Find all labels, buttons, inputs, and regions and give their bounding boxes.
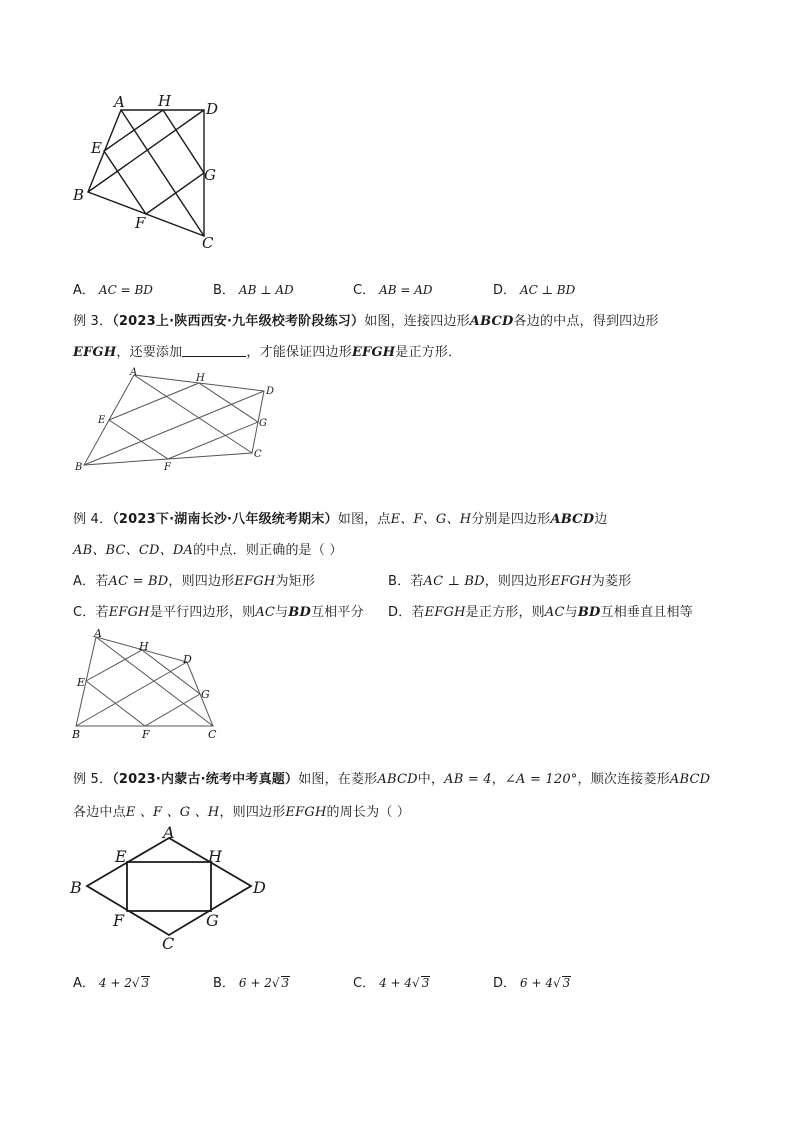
example5-line1: 例 5．（2023·内蒙古·统考中考真题）如图，在菱形ABCD中，AB = 4，∠A = 120°，顺次连接菱形ABCD	[73, 772, 711, 787]
diagonal-ac-2	[134, 375, 252, 453]
label-C: C	[162, 934, 175, 952]
example4-option-a[interactable]: A．若AC = BD，则四边形EFGH为矩形	[73, 574, 316, 589]
q5-option-d[interactable]: D． 6 + 4√ 3	[493, 976, 571, 991]
label-A: A	[114, 93, 125, 111]
label-A: A	[130, 367, 138, 378]
label-C: C	[202, 234, 214, 252]
label-B: B	[70, 878, 82, 897]
label-A: A	[163, 823, 175, 842]
diagonal-ac-1	[121, 110, 204, 236]
label-B: B	[72, 728, 81, 740]
figure-rhombus	[65, 822, 275, 952]
label-H: H	[158, 92, 172, 110]
example4-line2: AB、BC、CD、DA的中点．则正确的是（ ）	[73, 543, 343, 558]
example4-option-d[interactable]: D．若EFGH是正方形，则AC与BD互相垂直且相等	[388, 605, 693, 620]
quad-abcd-2	[84, 375, 264, 465]
quad-efgh-2	[109, 383, 258, 459]
label-E: E	[115, 847, 127, 866]
example4-option-b[interactable]: B．若AC ⊥ BD，则四边形EFGH为菱形	[388, 574, 632, 589]
q2-option-d[interactable]: D． AC ⊥ BD	[493, 283, 576, 298]
label-D: D	[253, 878, 266, 897]
label-H: H	[196, 373, 205, 384]
label-F: F	[142, 728, 150, 740]
label-E: E	[77, 676, 86, 689]
q5-option-b[interactable]: B． 6 + 2√ 3	[213, 976, 290, 991]
label-C: C	[208, 728, 217, 740]
label-E: E	[98, 415, 106, 426]
figure-quadrilateral-3	[65, 620, 230, 740]
example4-line1: 例 4．（2023下·湖南长沙·八年级统考期末）如图，点E、F、G、H分别是四边形ABCD边	[73, 512, 608, 527]
q5-option-a[interactable]: A． 4 + 2√ 3	[73, 976, 150, 991]
label-B: B	[73, 186, 85, 204]
q2-option-a[interactable]: A． AC = BD	[73, 283, 153, 298]
label-G: G	[201, 688, 210, 701]
label-B: B	[75, 462, 83, 473]
label-F: F	[135, 214, 146, 232]
label-F: F	[113, 911, 125, 930]
example3-line2: EFGH，还要添加 ，才能保证四边形EFGH是正方形．	[73, 345, 462, 360]
label-H: H	[208, 847, 222, 866]
example5-line2: 各边中点E 、F 、G 、H，则四边形EFGH的周长为（ ）	[73, 805, 411, 820]
label-H: H	[139, 640, 149, 653]
label-D: D	[266, 386, 275, 397]
q2-option-b[interactable]: B． AB ⊥ AD	[213, 283, 294, 298]
rectangle-efgh	[127, 862, 211, 911]
example3-line1: 例 3．（2023上·陕西西安·九年级校考阶段练习）如图，连接四边形ABCD各边的中点，得到四边形	[73, 314, 659, 329]
label-E: E	[91, 139, 102, 157]
q5-option-c[interactable]: C． 4 + 4√ 3	[353, 976, 430, 991]
figure-quadrilateral-1	[60, 85, 240, 260]
label-D: D	[206, 100, 219, 118]
label-G: G	[206, 911, 219, 930]
quad-abcd-1	[88, 110, 204, 236]
label-F: F	[164, 462, 171, 473]
rhombus-abcd	[87, 838, 251, 935]
answer-blank[interactable]	[182, 344, 246, 357]
label-A: A	[94, 627, 102, 640]
label-G: G	[259, 418, 267, 429]
example4-option-c[interactable]: C．若EFGH是平行四边形，则AC与BD互相平分	[73, 605, 364, 620]
q2-option-c[interactable]: C． AB = AD	[353, 283, 433, 298]
label-G: G	[204, 166, 216, 184]
figure-quadrilateral-2	[70, 365, 280, 477]
quad-efgh-1	[104, 110, 204, 214]
label-C: C	[254, 449, 262, 460]
label-D: D	[183, 653, 192, 666]
